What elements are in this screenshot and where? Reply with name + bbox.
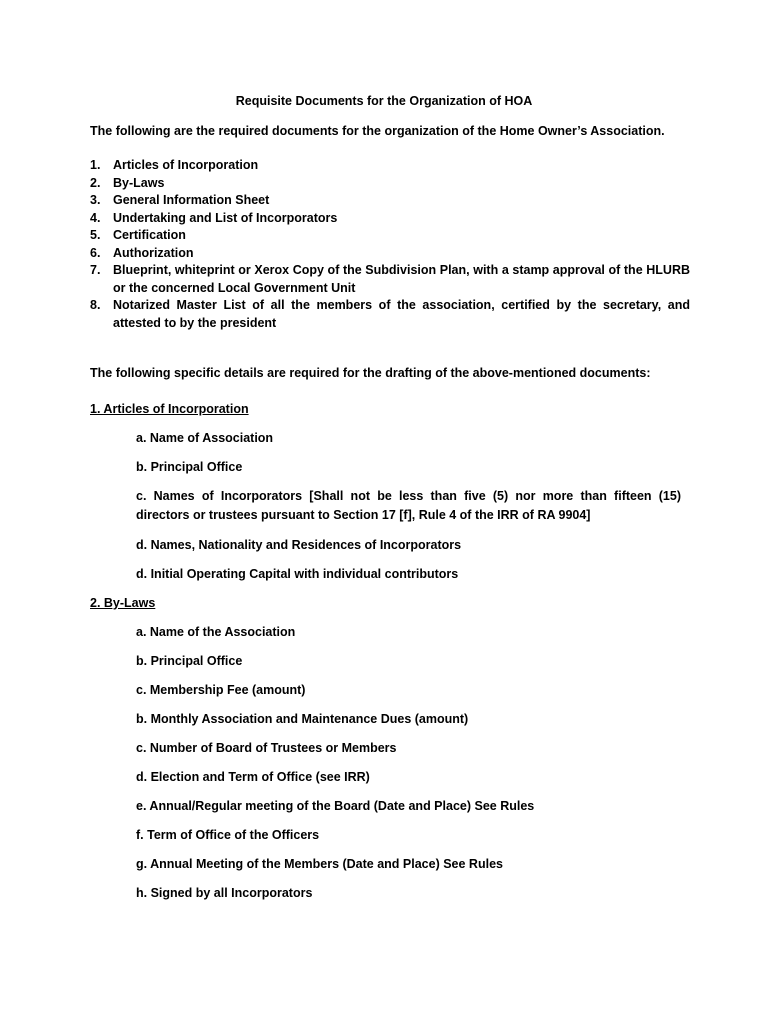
list-item-number: 6.: [90, 245, 101, 260]
document-title: Requisite Documents for the Organization of HOA: [235, 94, 533, 108]
detail-item: d. Election and Term of Office (see IRR): [136, 770, 370, 784]
detail-item: c. Membership Fee (amount): [136, 683, 306, 697]
detail-item: d. Initial Operating Capital with individual contributors: [136, 567, 459, 581]
detail-item: c. Names of Incorporators [Shall not be less than five (5) nor more than fifteen (15) directors or trustees pursuant to Section 17 [f], Rule 4 of the IRR of RA 9904]: [136, 489, 681, 522]
detail-item: a. Name of the Association: [136, 625, 296, 639]
list-item: [90, 227, 690, 245]
list-item-text: Notarized Master List of all the members of the association, certified by the secretary, and attested to by the president: [113, 298, 690, 330]
detail-item: b. Monthly Association and Maintenance Dues (amount): [136, 712, 469, 726]
list-item-number: 7.: [90, 263, 101, 277]
detail-item: h. Signed by all Incorporators: [136, 886, 313, 900]
list-item: [90, 175, 690, 193]
detail-item: g. Annual Meeting of the Members (Date and Place) See Rules: [136, 857, 503, 871]
list-item-text: Authorization: [113, 245, 194, 260]
list-item: [90, 157, 690, 175]
list-item: [90, 192, 690, 210]
list-item: [90, 210, 690, 228]
detail-item: e. Annual/Regular meeting of the Board (Date and Place) See Rules: [136, 799, 535, 813]
list-item: [90, 262, 690, 297]
list-item-text: General Information Sheet: [113, 193, 270, 207]
list-item-number: 8.: [90, 298, 101, 312]
list-item-text: By-Laws: [113, 175, 165, 190]
list-item: [90, 245, 690, 263]
list-item-number: 2.: [90, 175, 101, 190]
detail-item: c. Number of Board of Trustees or Members: [136, 741, 397, 755]
list-item-text: Undertaking and List of Incorporators: [113, 210, 338, 225]
detail-item: d. Names, Nationality and Residences of Incorporators: [136, 538, 462, 552]
list-item-text: Articles of Incorporation: [113, 158, 259, 172]
list-item-number: 5.: [90, 228, 101, 242]
section-heading-articles: 1. Articles of Incorporation: [90, 402, 249, 416]
detail-item: a. Name of Association: [136, 431, 274, 445]
list-item-number: 4.: [90, 210, 101, 225]
detail-item: b. Principal Office: [136, 460, 243, 474]
detail-item: f. Term of Office of the Officers: [136, 828, 320, 842]
section-heading-bylaws: 2. By-Laws: [90, 596, 156, 610]
detail-item: b. Principal Office: [136, 654, 243, 668]
list-item-text: Certification: [113, 228, 186, 242]
details-intro-paragraph: The following specific details are required for the drafting of the above-mentioned documents:: [90, 366, 651, 380]
intro-paragraph: The following are the required documents for the organization of the Home Owner’s Association.: [90, 124, 665, 138]
list-item: [90, 297, 690, 332]
list-item-number: 3.: [90, 193, 101, 207]
list-item-number: 1.: [90, 158, 101, 172]
required-documents-list: [90, 157, 690, 332]
list-item-text: Blueprint, whiteprint or Xerox Copy of the Subdivision Plan, with a stamp approval of the HLURB or the concerned Local Government Unit: [113, 263, 690, 295]
